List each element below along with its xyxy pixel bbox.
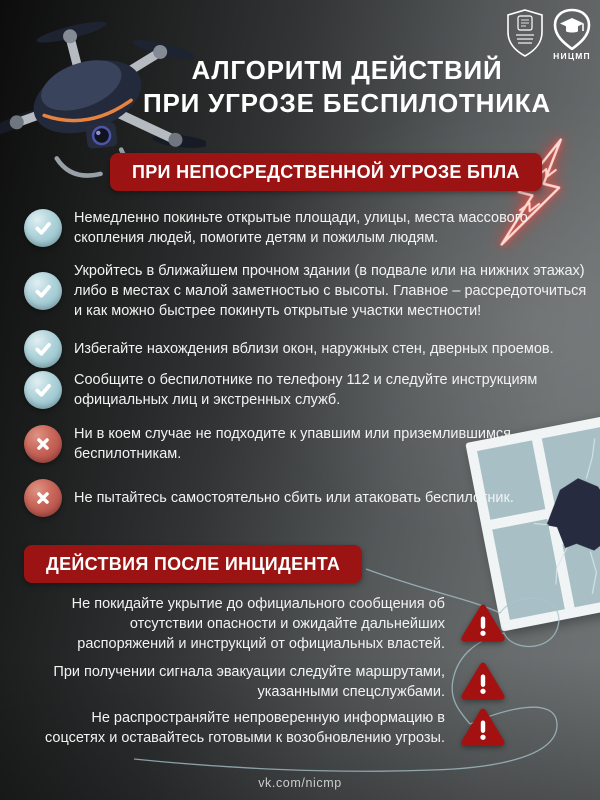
- list-item: [24, 208, 588, 248]
- list-item-text: Сообщите о беспилотнике по телефону 112 и следуйте инструкциям официальных лиц и экстренных служб.: [74, 372, 538, 408]
- graduation-cap-badge-icon: [552, 8, 592, 50]
- header-logos: [505, 8, 592, 61]
- banner-after-incident: ДЕЙСТВИЯ ПОСЛЕ ИНЦИДЕНТА: [24, 545, 362, 583]
- list-item-text: Не покидайте укрытие до официального сообщения об отсутствии опасности и ожидайте дальнейших распоряжений и инструкций от официальных властей.: [71, 596, 445, 652]
- check-icon: [24, 330, 62, 368]
- list-item: [24, 479, 588, 517]
- title-line-1: АЛГОРИТМ ДЕЙСТВИЙ: [191, 55, 503, 85]
- list-item-text: Не распространяйте непроверенную информацию в соцсетях и оставайтесь готовыми к возобновлению угрозы.: [44, 710, 445, 746]
- list-item: [24, 261, 588, 321]
- list-item-text: Немедленно покиньте открытые площади, улицы, места массового скопления людей, помогите детям и пожилым людям.: [74, 210, 528, 246]
- list-item: [24, 424, 588, 464]
- list-item-text: Укройтесь в ближайшем прочном здании (в подвале или на нижних этажах) либо в местах с малой заметностью с высоты. Главное – рассредоточиться и как можно быстрее покинуть открытые участки местности!: [74, 263, 587, 319]
- list-item: [30, 708, 505, 748]
- warning-triangle-icon: [461, 708, 505, 748]
- banner-immediate-threat: ПРИ НЕПОСРЕДСТВЕННОЙ УГРОЗЕ БПЛА: [110, 153, 542, 191]
- title-line-2: ПРИ УГРОЗЕ БЕСПИЛОТНИКА: [143, 87, 551, 118]
- list-item-text: Не пытайтесь самостоятельно сбить или атаковать беспилотник.: [74, 490, 514, 506]
- check-icon: [24, 209, 62, 247]
- cross-icon: [24, 479, 62, 517]
- check-icon: [24, 272, 62, 310]
- list-item-text: При получении сигнала эвакуации следуйте маршрутами, указанными спецслужбами.: [53, 664, 445, 700]
- list-item: [30, 594, 505, 654]
- list-item-text: Ни в коем случае не подходите к упавшим или приземлившимся беспилотникам.: [74, 426, 512, 462]
- org-name-label: НИЦМП: [553, 51, 591, 61]
- warning-triangle-icon: [461, 604, 505, 644]
- cross-icon: [24, 425, 62, 463]
- crest-shield-icon: [505, 8, 545, 58]
- list-item: [24, 370, 588, 410]
- warning-triangle-icon: [461, 662, 505, 702]
- vk-link: vk.com/nicmp: [258, 776, 342, 790]
- list-item-text: Избегайте нахождения вблизи окон, наружных стен, дверных проемов.: [74, 341, 554, 357]
- list-item: [30, 662, 505, 702]
- check-icon: [24, 371, 62, 409]
- list-item: [24, 330, 588, 368]
- org-badge: [552, 8, 592, 61]
